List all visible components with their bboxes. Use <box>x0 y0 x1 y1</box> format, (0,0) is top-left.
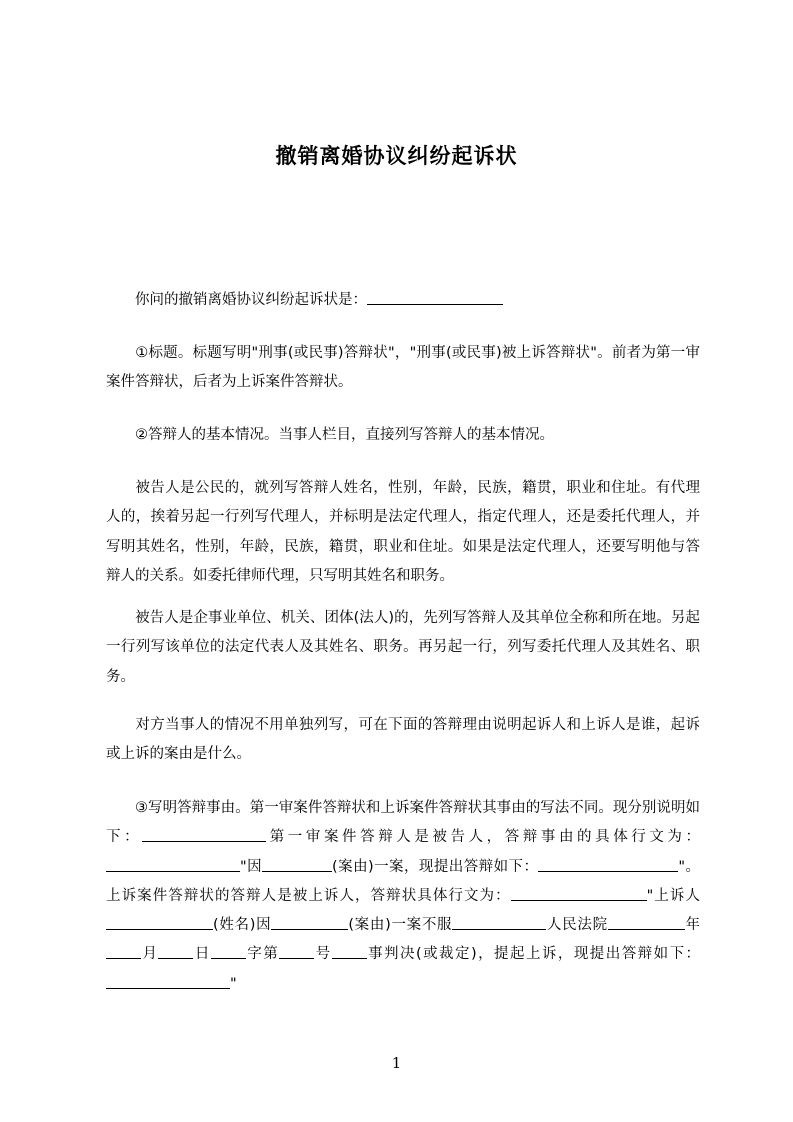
fill-blank <box>158 944 193 959</box>
fill-blank <box>367 290 503 305</box>
document-title: 撤销离婚协议纠纷起诉状 <box>275 144 518 168</box>
fill-blank <box>106 974 230 989</box>
organization-defendant-text: 被告人是企事业单位、机关、团体(法人)的，先列写答辩人及其单位全称和所在地。另起一行列写该单位的法定代表人及其姓名、职务。再另起一行，列写委托代理人及其姓名、职务。 <box>106 610 700 685</box>
defense-text: (案由)一案，现提出答辩如下： <box>332 858 539 875</box>
fill-blank <box>106 857 240 872</box>
page-number: 1 <box>391 1054 402 1072</box>
defense-text: 人民法院 <box>546 917 608 934</box>
defense-text: "因 <box>240 858 263 875</box>
fill-blank <box>271 915 348 930</box>
intro-text: 你问的撤销离婚协议纠纷起诉状是： <box>135 292 367 308</box>
paragraph-organization-defendant <box>106 604 700 692</box>
defense-text: (案由)一案不服 <box>348 917 453 934</box>
fill-blank <box>538 857 678 872</box>
fill-blank <box>211 944 246 959</box>
paragraph-title-rule <box>106 339 700 398</box>
respondent-info-text: ②答辩人的基本情况。当事人栏目，直接列写答辩人的基本情况。 <box>135 427 554 443</box>
defense-text: 日 <box>193 946 211 963</box>
defense-text: "。上诉案件答辩状的答辩人是被上诉人，答辩状具体行文为： <box>106 858 700 904</box>
paragraph-respondent-info <box>106 421 700 450</box>
fill-blank <box>262 857 332 872</box>
defense-text: 号 <box>314 946 332 963</box>
title-rule-text: ①标题。标题写明"刑事(或民事)答辩状"，"刑事(或民事)被上诉答辩状"。前者为第一审案件答辩状，后者为上诉案件答辩状。 <box>106 345 700 391</box>
defense-text: 月 <box>141 946 159 963</box>
fill-blank <box>106 915 213 930</box>
defense-text: (姓名)因 <box>213 917 272 934</box>
defense-text: 第一审案件答辩人是被告人，答辩事由的具体行文为： <box>266 829 701 846</box>
fill-blank <box>511 886 647 901</box>
fill-blank <box>608 915 685 930</box>
paragraph-intro <box>106 286 700 315</box>
defense-text: "上诉人 <box>646 887 700 904</box>
fill-blank <box>452 915 546 930</box>
defense-text: 年 <box>684 917 700 934</box>
paragraph-defense-reasons <box>106 794 700 999</box>
fill-blank <box>332 944 367 959</box>
paragraph-citizen-defendant <box>106 474 700 591</box>
defense-text: 字第 <box>245 946 280 963</box>
fill-blank <box>142 827 266 842</box>
defense-text: 事判决(或裁定)，提起上诉，现提出答辩如下： <box>366 946 701 963</box>
opposing-party-text: 对方当事人的情况不用单独列写，可在下面的答辩理由说明起诉人和上诉人是谁，起诉或上诉的案由是什么。 <box>106 717 700 763</box>
citizen-defendant-text: 被告人是公民的，就列写答辩人姓名，性别，年龄，民族，籍贯，职业和住址。有代理人的，挨着另起一行列写代理人，并标明是法定代理人，指定代理人，还是委托代理人，并写明其姓名，性别，年龄，民族，籍贯，职业和住址。如果是法定代理人，还要写明他与答辩人的关系。如委托律师代理，只写明其姓名和职务。 <box>106 480 700 584</box>
fill-blank <box>279 944 314 959</box>
defense-text: ③写明答辩事由。第一审案件答辩状和上诉案件答辩状其事由的写法不同。现分别说明如下： <box>106 800 700 846</box>
defense-text: " <box>230 975 237 992</box>
fill-blank <box>106 944 141 959</box>
paragraph-opposing-party <box>106 711 700 770</box>
